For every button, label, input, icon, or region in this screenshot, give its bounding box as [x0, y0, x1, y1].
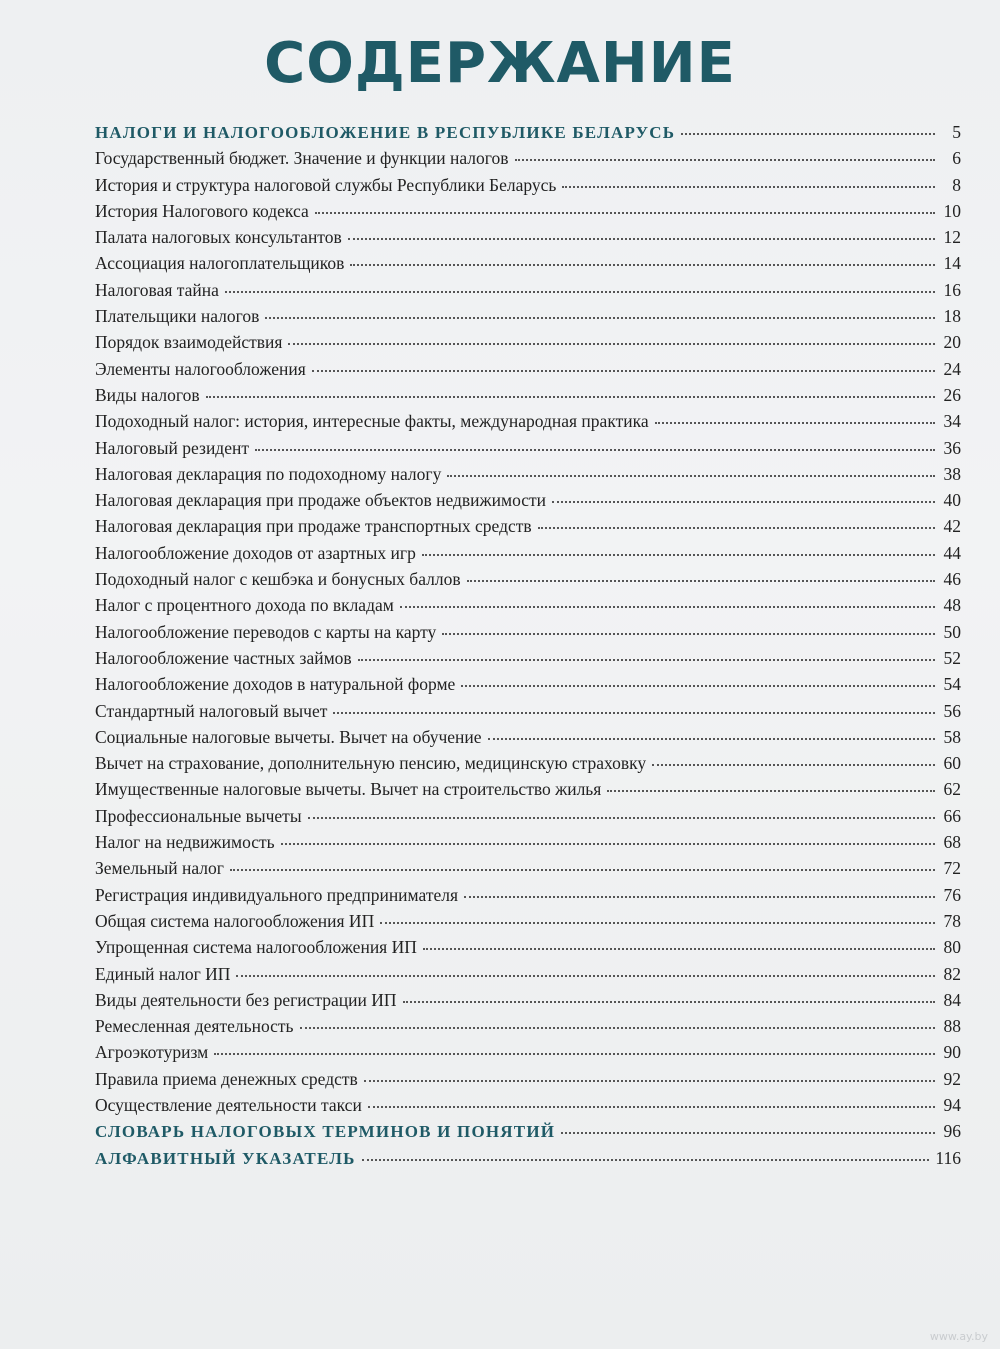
- dot-leader: [206, 396, 935, 398]
- toc-entry-label: Налогообложение доходов в натуральной форме: [95, 674, 456, 695]
- toc-entry-label: Налоговая декларация при продаже транспортных средств: [95, 516, 532, 537]
- dot-leader: [442, 633, 935, 635]
- toc-entry-label: Имущественные налоговые вычеты. Вычет на строительство жилья: [95, 779, 602, 800]
- dot-leader: [350, 264, 935, 266]
- dot-leader: [368, 1106, 935, 1108]
- toc-entry-row: [95, 727, 961, 753]
- toc-entry-row: [95, 227, 961, 253]
- toc-page-number: 48: [943, 595, 961, 616]
- toc-page-number: 90: [943, 1042, 961, 1063]
- toc-entry-row: [95, 385, 961, 411]
- toc-entry-row: [95, 332, 961, 358]
- toc-entry-label: Подоходный налог с кешбэка и бонусных баллов: [95, 569, 461, 590]
- toc-entry-label: Профессиональные вычеты: [95, 805, 302, 826]
- dot-leader: [447, 475, 935, 477]
- toc-page-number: 26: [943, 384, 961, 405]
- toc-page-number: 6: [952, 148, 961, 169]
- toc-entry-label: Правила приема денежных средств: [95, 1068, 358, 1089]
- toc-page-number: 92: [943, 1068, 961, 1089]
- toc-entry-label: Налогообложение доходов от азартных игр: [95, 542, 416, 563]
- toc-page-number: 66: [943, 805, 961, 826]
- dot-leader: [562, 186, 935, 188]
- toc-entry-row: [95, 1069, 961, 1095]
- toc-entry-label: Налог с процентного дохода по вкладам: [95, 595, 394, 616]
- dot-leader: [281, 843, 935, 845]
- toc-page-number: 40: [943, 490, 961, 511]
- dot-leader: [265, 317, 935, 319]
- dot-leader: [348, 238, 935, 240]
- dot-leader: [255, 449, 935, 451]
- toc-entry-label: Налогообложение частных займов: [95, 647, 352, 668]
- toc-entry-row: [95, 753, 961, 779]
- dot-leader: [488, 738, 935, 740]
- toc-entry-label: Ассоциация налогоплательщиков: [95, 253, 345, 274]
- toc-entry-row: [95, 148, 961, 174]
- toc-entry-label: Плательщики налогов: [95, 306, 260, 327]
- toc-entry-row: [95, 280, 961, 306]
- toc-entry-label: Элементы налогообложения: [95, 358, 306, 379]
- dot-leader: [467, 580, 935, 582]
- toc-entry-label: Вычет на страхование, дополнительную пенсию, медицинскую страховку: [95, 753, 647, 774]
- dot-leader: [552, 501, 935, 503]
- dot-leader: [315, 212, 935, 214]
- dot-leader: [308, 817, 935, 819]
- toc-page-number: 5: [952, 122, 961, 142]
- watermark: www.ay.by: [929, 1330, 988, 1343]
- toc-entry-label: Налоговый резидент: [95, 437, 249, 458]
- toc-page-number: 94: [943, 1094, 961, 1115]
- toc-entry-label: Общая система налогообложения ИП: [95, 910, 375, 931]
- toc-entry-row: [95, 1016, 961, 1042]
- toc-entry-row: [95, 779, 961, 805]
- dot-leader: [230, 869, 935, 871]
- toc-page-number: 80: [943, 937, 961, 958]
- dot-leader: [652, 764, 935, 766]
- toc-entry-row: [95, 648, 961, 674]
- toc-page-number: 16: [943, 279, 961, 300]
- toc-entry-label: Ремесленная деятельность: [95, 1016, 294, 1037]
- toc-section-row: [95, 1148, 961, 1174]
- toc-section-row: [95, 1121, 961, 1147]
- toc-page-number: 38: [943, 463, 961, 484]
- dot-leader: [422, 554, 935, 556]
- toc-entry-row: [95, 832, 961, 858]
- toc-page-number: 76: [943, 884, 961, 905]
- dot-leader: [400, 606, 935, 608]
- dot-leader: [300, 1027, 935, 1029]
- toc-page-number: 60: [943, 753, 961, 774]
- table-of-contents: [95, 122, 961, 1174]
- toc-entry-row: [95, 1042, 961, 1068]
- dot-leader: [464, 896, 935, 898]
- toc-page-number: 96: [943, 1121, 961, 1142]
- toc-entry-label: Осуществление деятельности такси: [95, 1094, 362, 1115]
- dot-leader: [333, 712, 935, 714]
- toc-entry-row: [95, 674, 961, 700]
- toc-entry-row: [95, 175, 961, 201]
- toc-entry-row: [95, 964, 961, 990]
- toc-entry-row: [95, 885, 961, 911]
- toc-entry-row: [95, 359, 961, 385]
- toc-page-number: 82: [943, 963, 961, 984]
- toc-page-number: 68: [943, 832, 961, 853]
- toc-page-number: 78: [943, 910, 961, 931]
- toc-entry-label: Порядок взаимодействия: [95, 332, 283, 353]
- dot-leader: [681, 133, 935, 135]
- page-title: СОДЕРЖАНИЕ: [264, 31, 736, 96]
- toc-entry-label: Налоговая тайна: [95, 279, 219, 300]
- toc-page-number: 52: [943, 647, 961, 668]
- dot-leader: [236, 975, 935, 977]
- toc-entry-row: [95, 701, 961, 727]
- toc-entry-label: Виды налогов: [95, 384, 200, 405]
- toc-entry-label: Палата налоговых консультантов: [95, 227, 342, 248]
- toc-entry-row: [95, 490, 961, 516]
- toc-entry-label: Виды деятельности без регистрации ИП: [95, 989, 397, 1010]
- toc-entry-label: История Налогового кодекса: [95, 200, 309, 221]
- toc-entry-row: [95, 543, 961, 569]
- dot-leader: [225, 291, 935, 293]
- dot-leader: [358, 659, 935, 661]
- dot-leader: [607, 790, 935, 792]
- dot-leader: [312, 370, 935, 372]
- dot-leader: [655, 422, 935, 424]
- toc-page-number: 8: [952, 174, 961, 195]
- toc-entry-label: История и структура налоговой службы Республики Беларусь: [95, 174, 557, 195]
- toc-page-number: 88: [943, 1016, 961, 1037]
- toc-entry-row: [95, 858, 961, 884]
- toc-entry-label: Налог на недвижимость: [95, 832, 275, 853]
- toc-entry-label: Единый налог ИП: [95, 963, 231, 984]
- dot-leader: [364, 1080, 935, 1082]
- toc-entry-row: [95, 516, 961, 542]
- toc-page-number: 36: [943, 437, 961, 458]
- toc-page-number: 20: [943, 332, 961, 353]
- toc-entry-row: [95, 411, 961, 437]
- toc-page-number: 84: [943, 989, 961, 1010]
- toc-page-number: 10: [943, 200, 961, 221]
- toc-entry-label: Налоговая декларация при продаже объектов недвижимости: [95, 490, 547, 511]
- dot-leader: [214, 1053, 935, 1055]
- toc-page-number: 50: [943, 621, 961, 642]
- toc-entry-label: Стандартный налоговый вычет: [95, 700, 328, 721]
- toc-page-number: 18: [943, 306, 961, 327]
- toc-page-number: 72: [943, 858, 961, 879]
- toc-section-row: [95, 122, 961, 148]
- toc-entry-label: Агроэкотуризм: [95, 1042, 209, 1063]
- toc-entry-label: Упрощенная система налогообложения ИП: [95, 937, 417, 958]
- dot-leader: [515, 159, 935, 161]
- toc-entry-row: [95, 253, 961, 279]
- toc-entry-row: [95, 806, 961, 832]
- toc-entry-row: [95, 911, 961, 937]
- toc-entry-label: Земельный налог: [95, 858, 224, 879]
- toc-page-number: 58: [943, 726, 961, 747]
- toc-entry-row: [95, 464, 961, 490]
- toc-entry-label: Регистрация индивидуального предпринимателя: [95, 884, 459, 905]
- toc-page-number: 46: [943, 569, 961, 590]
- toc-entry-row: [95, 438, 961, 464]
- toc-page-number: 34: [943, 411, 961, 432]
- toc-entry-label: АЛФАВИТНЫЙ УКАЗАТЕЛЬ: [95, 1148, 356, 1168]
- toc-page-number: 14: [943, 253, 961, 274]
- toc-page-number: 24: [943, 358, 961, 379]
- toc-entry-label: Социальные налоговые вычеты. Вычет на обучение: [95, 726, 482, 747]
- dot-leader: [561, 1132, 935, 1134]
- toc-entry-label: Государственный бюджет. Значение и функции налогов: [95, 148, 509, 169]
- dot-leader: [461, 685, 935, 687]
- toc-entry-row: [95, 990, 961, 1016]
- toc-entry-label: Подоходный налог: история, интересные факты, международная практика: [95, 411, 649, 432]
- toc-entry-label: СЛОВАРЬ НАЛОГОВЫХ ТЕРМИНОВ И ПОНЯТИЙ: [95, 1122, 556, 1142]
- dot-leader: [403, 1001, 935, 1003]
- toc-entry-row: [95, 595, 961, 621]
- toc-page-number: 44: [943, 542, 961, 563]
- dot-leader: [380, 922, 935, 924]
- toc-entry-label: НАЛОГИ И НАЛОГООБЛОЖЕНИЕ В РЕСПУБЛИКЕ БЕЛАРУСЬ: [95, 123, 676, 142]
- dot-leader: [423, 948, 935, 950]
- toc-page-number: 116: [935, 1147, 961, 1168]
- toc-page-number: 42: [943, 516, 961, 537]
- toc-page-number: 54: [943, 674, 961, 695]
- toc-page-number: 62: [943, 779, 961, 800]
- toc-entry-row: [95, 622, 961, 648]
- toc-entry-row: [95, 1095, 961, 1121]
- toc-page-number: 12: [943, 227, 961, 248]
- toc-entry-row: [95, 201, 961, 227]
- toc-entry-label: Налоговая декларация по подоходному налогу: [95, 463, 442, 484]
- toc-page-number: 56: [943, 700, 961, 721]
- toc-entry-row: [95, 569, 961, 595]
- toc-entry-row: [95, 937, 961, 963]
- dot-leader: [538, 527, 935, 529]
- toc-entry-label: Налогообложение переводов с карты на карту: [95, 621, 437, 642]
- dot-leader: [362, 1159, 930, 1161]
- dot-leader: [288, 343, 935, 345]
- toc-entry-row: [95, 306, 961, 332]
